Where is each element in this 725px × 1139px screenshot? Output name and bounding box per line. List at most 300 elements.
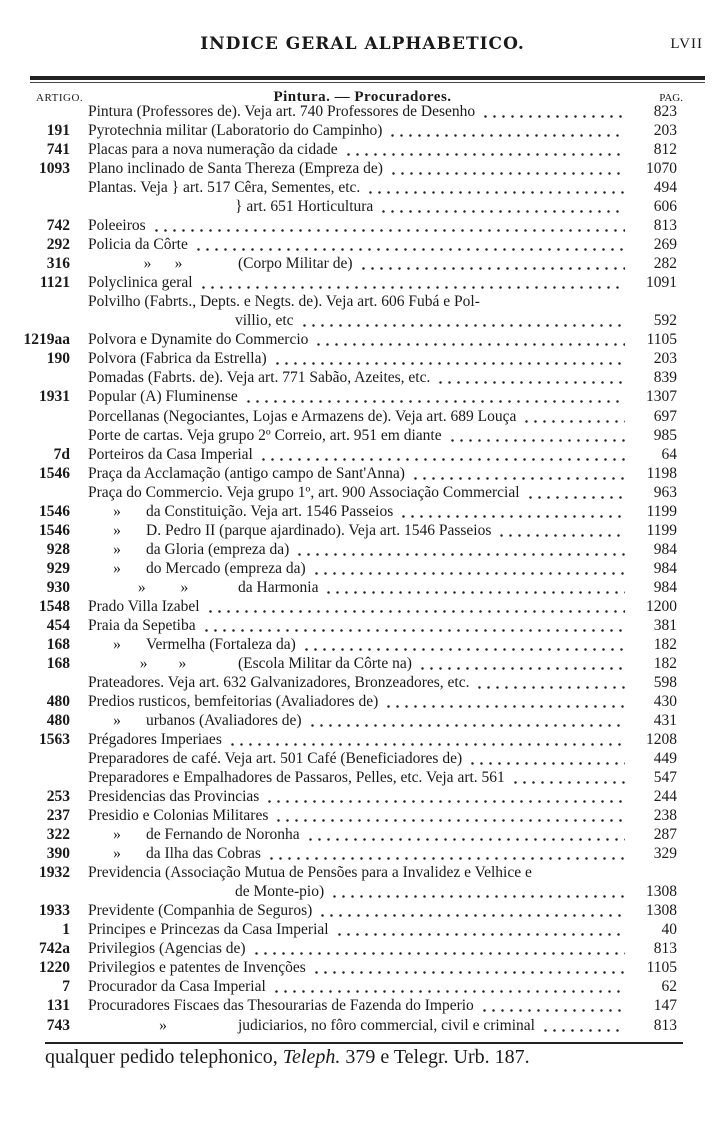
- index-entry: [0, 349, 725, 368]
- entry-text: Praça do Commercio. Veja grupo 1º, art. 900 Associação Commercial: [88, 483, 520, 501]
- entry-text: da Ilha das Cobras: [146, 845, 261, 863]
- footer-text: qualquer pedido telephonico,: [45, 1046, 278, 1068]
- index-entry: [0, 958, 725, 977]
- page-number: 1105: [646, 331, 677, 349]
- entry-text: Privilegios (Agencias de): [88, 940, 246, 958]
- article-number: 292: [46, 236, 70, 254]
- entry-text: (Corpo Militar de): [238, 255, 353, 273]
- page-number: 1198: [646, 464, 677, 482]
- article-number: 1220: [39, 959, 70, 977]
- footer-text-end: 379 e Telegr. Urb. 187.: [345, 1046, 530, 1068]
- page-number: 1307: [646, 388, 677, 406]
- index-entry: [0, 882, 725, 901]
- page-number: 813: [653, 940, 677, 958]
- entry-text: da Harmonia: [238, 578, 319, 596]
- entry-text: Porcellanas (Negociantes, Lojas e Armazens de). Veja art. 689 Louça: [88, 407, 517, 425]
- page-number: 282: [653, 255, 677, 273]
- entry-body: [88, 102, 631, 121]
- entry-body: [88, 292, 631, 311]
- article-number: 1546: [39, 521, 70, 539]
- page-number: 244: [653, 788, 677, 806]
- index-entry: [0, 616, 725, 635]
- page-number: 381: [653, 616, 677, 634]
- dot-leader: [272, 977, 625, 996]
- page-number: 40: [661, 921, 677, 939]
- page-number: 64: [661, 445, 677, 463]
- index-entry: [0, 483, 725, 502]
- entry-body: [88, 349, 631, 368]
- page-number: 547: [653, 769, 677, 787]
- entry-body: [88, 977, 631, 996]
- ditto-mark: »: [113, 502, 121, 520]
- page-number: 984: [653, 559, 677, 577]
- ditto-mark: »: [113, 559, 121, 577]
- entry-body: [88, 920, 631, 939]
- dot-leader: [359, 254, 625, 273]
- entry-body: [88, 787, 631, 806]
- dot-leader: [324, 578, 625, 597]
- entry-body: [88, 863, 631, 882]
- index-entry: [0, 654, 725, 673]
- entry-text: Poleeiros: [88, 217, 146, 235]
- article-number: 928: [46, 540, 70, 558]
- entry-body: [88, 121, 631, 140]
- article-number: 1: [62, 921, 70, 939]
- index-entry: [0, 292, 725, 311]
- dot-leader: [497, 521, 625, 540]
- entry-body: [88, 464, 631, 483]
- index-entries: [0, 102, 725, 1035]
- entry-text: Praça da Acclamação (antigo campo de Sant'Anna): [88, 464, 405, 482]
- entry-text: Pomadas (Fabrts. de). Veja art. 771 Sabão, Azeites, etc.: [88, 369, 431, 387]
- pag-heading: PAG.: [659, 92, 683, 104]
- dot-leader: [273, 349, 625, 368]
- dot-leader: [344, 140, 625, 159]
- footer-rule: [45, 1042, 683, 1044]
- entry-text: Previdencia (Associação Mutua de Pensões para a Invalidez e Velhice e: [88, 864, 532, 882]
- index-entry: [0, 121, 725, 140]
- index-entry: [0, 407, 725, 426]
- entry-body: [88, 483, 631, 502]
- page-number: 182: [653, 635, 677, 653]
- index-entry: [0, 920, 725, 939]
- dot-leader: [399, 502, 625, 521]
- page-number: 1199: [646, 502, 677, 520]
- index-entry: [0, 977, 725, 996]
- index-entry: [0, 996, 725, 1015]
- page-number: 823: [653, 103, 677, 121]
- entry-body: [88, 387, 631, 406]
- article-number: 316: [46, 255, 70, 273]
- entry-text: Procuradores Fiscaes das Thesourarias de Fazenda do Imperio: [88, 997, 474, 1015]
- index-entry: [0, 711, 725, 730]
- article-number: 322: [46, 826, 70, 844]
- article-number: 1931: [39, 388, 70, 406]
- entry-text: Pyrotechnia militar (Laboratorio do Campinho): [88, 122, 383, 140]
- page-number: 269: [653, 236, 677, 254]
- dot-leader: [448, 426, 625, 445]
- footer-italic: Teleph.: [282, 1046, 341, 1068]
- dot-leader: [259, 445, 625, 464]
- entry-text: villio, etc: [235, 312, 294, 330]
- index-entry: [0, 901, 725, 920]
- index-entry: [0, 787, 725, 806]
- entry-body: [88, 235, 631, 254]
- dot-leader: [312, 559, 625, 578]
- page-number: 494: [653, 179, 677, 197]
- index-entry: [0, 464, 725, 483]
- entry-body: [88, 844, 631, 863]
- page-number: 1200: [646, 597, 677, 615]
- entry-body: [88, 330, 631, 349]
- entry-text: Previdente (Companhia de Seguros): [88, 902, 313, 920]
- page-number: 1308: [646, 883, 677, 901]
- article-number: 929: [46, 559, 70, 577]
- dot-leader: [199, 273, 625, 292]
- entry-body: [235, 311, 631, 330]
- entry-body: [88, 996, 631, 1015]
- dot-leader: [244, 387, 625, 406]
- page-number: 963: [653, 483, 677, 501]
- entry-body: [88, 958, 631, 977]
- dot-leader: [308, 711, 625, 730]
- entry-text: Privilegios e patentes de Invenções: [88, 959, 306, 977]
- entry-body: [88, 407, 631, 426]
- article-number: 480: [46, 692, 70, 710]
- dot-leader: [379, 197, 625, 216]
- dot-leader: [314, 330, 625, 349]
- entry-body: [88, 1016, 631, 1035]
- index-entry: [0, 806, 725, 825]
- article-number: 930: [46, 578, 70, 596]
- article-number: 7: [62, 978, 70, 996]
- entry-text: da Constituição. Veja art. 1546 Passeios: [146, 502, 394, 520]
- section-heading: Pintura. — Procuradores.: [273, 89, 452, 105]
- entry-text: Pintura (Professores de). Veja art. 740 Professores de Desenho: [88, 103, 476, 121]
- article-number: 390: [46, 845, 70, 863]
- entry-text: Polyclinica geral: [88, 274, 193, 292]
- entry-body: [88, 521, 631, 540]
- entry-text: Porte de cartas. Veja grupo 2º Correio, art. 951 em diante: [88, 426, 442, 444]
- page-number: 431: [653, 712, 677, 730]
- entry-text: do Mercado (empreza da): [146, 559, 306, 577]
- header-rule: [30, 76, 705, 80]
- page-number: 449: [653, 750, 677, 768]
- dot-leader: [384, 692, 625, 711]
- entry-body: [88, 692, 631, 711]
- dot-leader: [194, 235, 625, 254]
- index-entry: [0, 178, 725, 197]
- entry-text: Presidencias das Provincias: [88, 788, 260, 806]
- entry-body: [88, 768, 631, 787]
- entry-text: Popular (A) Fluminense: [88, 388, 238, 406]
- page-number: 430: [653, 692, 677, 710]
- page-number: 62: [661, 978, 677, 996]
- header-rule-thin: [30, 82, 705, 83]
- entry-text: Praia da Sepetiba: [88, 616, 196, 634]
- entry-text: Preparadores de café. Veja art. 501 Café (Beneficiadores de): [88, 750, 463, 768]
- entry-body: [88, 140, 631, 159]
- dot-leader: [318, 901, 625, 920]
- ditto-mark: » »: [137, 578, 189, 596]
- page-number: 203: [653, 122, 677, 140]
- entry-body: [88, 445, 631, 464]
- dot-leader: [511, 768, 625, 787]
- entry-text: judiciarios, no fôro commercial, civil e criminal: [238, 1016, 535, 1034]
- index-entry: [0, 502, 725, 521]
- page-number: 1105: [646, 959, 677, 977]
- article-number: 1548: [39, 597, 70, 615]
- dot-leader: [202, 616, 625, 635]
- entry-body: [88, 426, 631, 445]
- page-number: 592: [653, 312, 677, 330]
- entry-text: Polvilho (Fabrts., Depts. e Negts. de). Veja art. 606 Fubá e Pol-: [88, 293, 480, 311]
- article-number: 131: [46, 997, 70, 1015]
- dot-leader: [468, 749, 625, 768]
- entry-text: de Monte-pio): [235, 883, 325, 901]
- dot-leader: [526, 483, 625, 502]
- index-entry: [0, 673, 725, 692]
- entry-text: Polvora (Fabrica da Estrella): [88, 350, 267, 368]
- entry-text: Predios rusticos, bemfeitorias (Avaliadores de): [88, 692, 379, 710]
- page-number: 697: [653, 407, 677, 425]
- ditto-mark: »: [113, 540, 121, 558]
- article-number: 480: [46, 712, 70, 730]
- ditto-mark: »: [113, 712, 121, 730]
- entry-body: [88, 178, 631, 197]
- article-number: 1933: [39, 902, 70, 920]
- article-number: 1121: [39, 274, 70, 292]
- entry-text: (Escola Militar da Côrte na): [238, 654, 412, 672]
- index-entry: [0, 692, 725, 711]
- page-number: 985: [653, 426, 677, 444]
- dot-leader: [267, 844, 625, 863]
- entry-text: Plantas. Veja } art. 517 Cêra, Sementes, etc.: [88, 179, 361, 197]
- dot-leader: [306, 825, 625, 844]
- entry-body: [88, 673, 631, 692]
- article-number: 1546: [39, 464, 70, 482]
- page-number: 598: [653, 673, 677, 691]
- entry-body: [88, 901, 631, 920]
- article-number: 1093: [39, 160, 70, 178]
- entry-body: [88, 368, 631, 387]
- index-entry: [0, 197, 725, 216]
- ditto-mark: » »: [143, 255, 183, 273]
- article-number: 1219aa: [23, 331, 70, 349]
- entry-body: [88, 711, 631, 730]
- entry-body: [88, 540, 631, 559]
- article-number: 741: [46, 141, 70, 159]
- index-entry: [0, 939, 725, 958]
- ditto-mark: »: [113, 845, 121, 863]
- dot-leader: [475, 673, 625, 692]
- entry-body: [235, 197, 631, 216]
- article-number: 454: [46, 616, 70, 634]
- entry-text: Principes e Princezas da Casa Imperial: [88, 921, 329, 939]
- page-number: 1070: [646, 160, 677, 178]
- entry-text: } art. 651 Horticultura: [235, 198, 374, 216]
- index-entry: [0, 140, 725, 159]
- ditto-mark: »: [113, 826, 121, 844]
- entry-text: Porteiros da Casa Imperial: [88, 445, 253, 463]
- index-entry: [0, 235, 725, 254]
- page-number: 1308: [646, 902, 677, 920]
- page-number: 606: [653, 198, 677, 216]
- article-number: 7d: [53, 445, 70, 463]
- entry-body: [88, 939, 631, 958]
- page-number: 182: [653, 654, 677, 672]
- index-entry: [0, 540, 725, 559]
- index-entry: [0, 216, 725, 235]
- page-number: 984: [653, 540, 677, 558]
- dot-leader: [330, 882, 625, 901]
- page-number: 1091: [646, 274, 677, 292]
- entry-text: Prateadores. Veja art. 632 Galvanizadores, Bronzeadores, etc.: [88, 673, 470, 691]
- footer-note: [45, 1046, 530, 1069]
- entry-text: Policia da Côrte: [88, 236, 188, 254]
- dot-leader: [206, 597, 625, 616]
- entry-body: [88, 616, 631, 635]
- article-number: 253: [46, 788, 70, 806]
- entry-body: [88, 635, 631, 654]
- entry-text: Prégadores Imperiaes: [88, 731, 222, 749]
- page-number: 329: [653, 845, 677, 863]
- page-folio: LVII: [670, 36, 703, 52]
- dot-leader: [389, 159, 625, 178]
- article-number: 168: [46, 635, 70, 653]
- page-number: 984: [653, 578, 677, 596]
- entry-text: Vermelha (Fortaleza da): [146, 635, 296, 653]
- entry-body: [88, 216, 631, 235]
- page-title: INDICE GERAL ALPHABETICO.: [200, 34, 525, 54]
- entry-body: [88, 559, 631, 578]
- dot-leader: [300, 311, 625, 330]
- entry-text: Polvora e Dynamite do Commercio: [88, 331, 309, 349]
- index-entry: [0, 749, 725, 768]
- entry-body: [88, 730, 631, 749]
- index-entry: [0, 730, 725, 749]
- entry-text: D. Pedro II (parque ajardinado). Veja art. 1546 Passeios: [146, 521, 492, 539]
- article-number: 1563: [39, 731, 70, 749]
- entry-body: [88, 159, 631, 178]
- dot-leader: [295, 540, 625, 559]
- page-number: 203: [653, 350, 677, 368]
- dot-leader: [252, 939, 625, 958]
- artigo-heading: ARTIGO.: [36, 92, 84, 104]
- entry-body: [88, 654, 631, 673]
- article-number: 742a: [39, 940, 70, 958]
- entry-text: Plano inclinado de Santa Thereza (Empreza de): [88, 160, 383, 178]
- index-entry: [0, 311, 725, 330]
- entry-body: [88, 273, 631, 292]
- entry-body: [88, 749, 631, 768]
- page-number: 1208: [646, 731, 677, 749]
- entry-text: Procurador da Casa Imperial: [88, 978, 266, 996]
- index-entry: [0, 844, 725, 863]
- dot-leader: [274, 806, 625, 825]
- index-entry: [0, 445, 725, 464]
- index-entry: [0, 597, 725, 616]
- dot-leader: [265, 787, 625, 806]
- index-entry: [0, 254, 725, 273]
- page-number: 287: [653, 826, 677, 844]
- entry-body: [88, 578, 631, 597]
- index-entry: [0, 825, 725, 844]
- ditto-mark: »: [159, 1016, 167, 1034]
- index-entry: [0, 1016, 725, 1035]
- page-number: 1199: [646, 521, 677, 539]
- entry-text: Prado Villa Izabel: [88, 597, 200, 615]
- page-number: 813: [653, 1016, 677, 1034]
- entry-text: Placas para a nova numeração da cidade: [88, 141, 338, 159]
- ditto-mark: »: [113, 635, 121, 653]
- entry-body: [88, 502, 631, 521]
- ditto-mark: » »: [139, 654, 187, 672]
- article-number: 168: [46, 654, 70, 672]
- index-entry: [0, 330, 725, 349]
- dot-leader: [480, 996, 625, 1015]
- index-entry: [0, 768, 725, 787]
- entry-body: [88, 806, 631, 825]
- page-number: 238: [653, 807, 677, 825]
- entry-text: da Gloria (empreza da): [146, 540, 290, 558]
- article-number: 742: [46, 217, 70, 235]
- dot-leader: [522, 407, 625, 426]
- dot-leader: [302, 635, 625, 654]
- index-entry: [0, 863, 725, 882]
- dot-leader: [312, 958, 625, 977]
- index-entry: [0, 559, 725, 578]
- index-entry: [0, 387, 725, 406]
- article-number: 191: [46, 122, 70, 140]
- entry-body: [88, 597, 631, 616]
- article-number: 1932: [39, 864, 70, 882]
- dot-leader: [388, 121, 625, 140]
- entry-text: Presidio e Colonias Militares: [88, 807, 269, 825]
- dot-leader: [411, 464, 625, 483]
- dot-leader: [366, 178, 625, 197]
- entry-body: [235, 882, 631, 901]
- dot-leader: [541, 1016, 625, 1035]
- page-number: 813: [653, 217, 677, 235]
- index-entry: [0, 368, 725, 387]
- index-entry: [0, 102, 725, 121]
- entry-text: urbanos (Avaliadores de): [146, 712, 302, 730]
- index-entry: [0, 273, 725, 292]
- article-number: 743: [46, 1016, 70, 1034]
- index-entry: [0, 426, 725, 445]
- entry-text: de Fernando de Noronha: [146, 826, 300, 844]
- entry-body: [88, 825, 631, 844]
- dot-leader: [152, 216, 625, 235]
- dot-leader: [436, 368, 625, 387]
- dot-leader: [228, 730, 625, 749]
- page-number: 147: [653, 997, 677, 1015]
- article-number: 190: [46, 350, 70, 368]
- page-number: 839: [653, 369, 677, 387]
- dot-leader: [481, 102, 625, 121]
- dot-leader: [335, 920, 625, 939]
- article-number: 237: [46, 807, 70, 825]
- dot-leader: [418, 654, 625, 673]
- page-number: 812: [653, 141, 677, 159]
- entry-body: [88, 254, 631, 273]
- article-number: 1546: [39, 502, 70, 520]
- index-entry: [0, 159, 725, 178]
- entry-text: Preparadores e Empalhadores de Passaros, Pelles, etc. Veja art. 561: [88, 769, 505, 787]
- index-entry: [0, 578, 725, 597]
- ditto-mark: »: [113, 521, 121, 539]
